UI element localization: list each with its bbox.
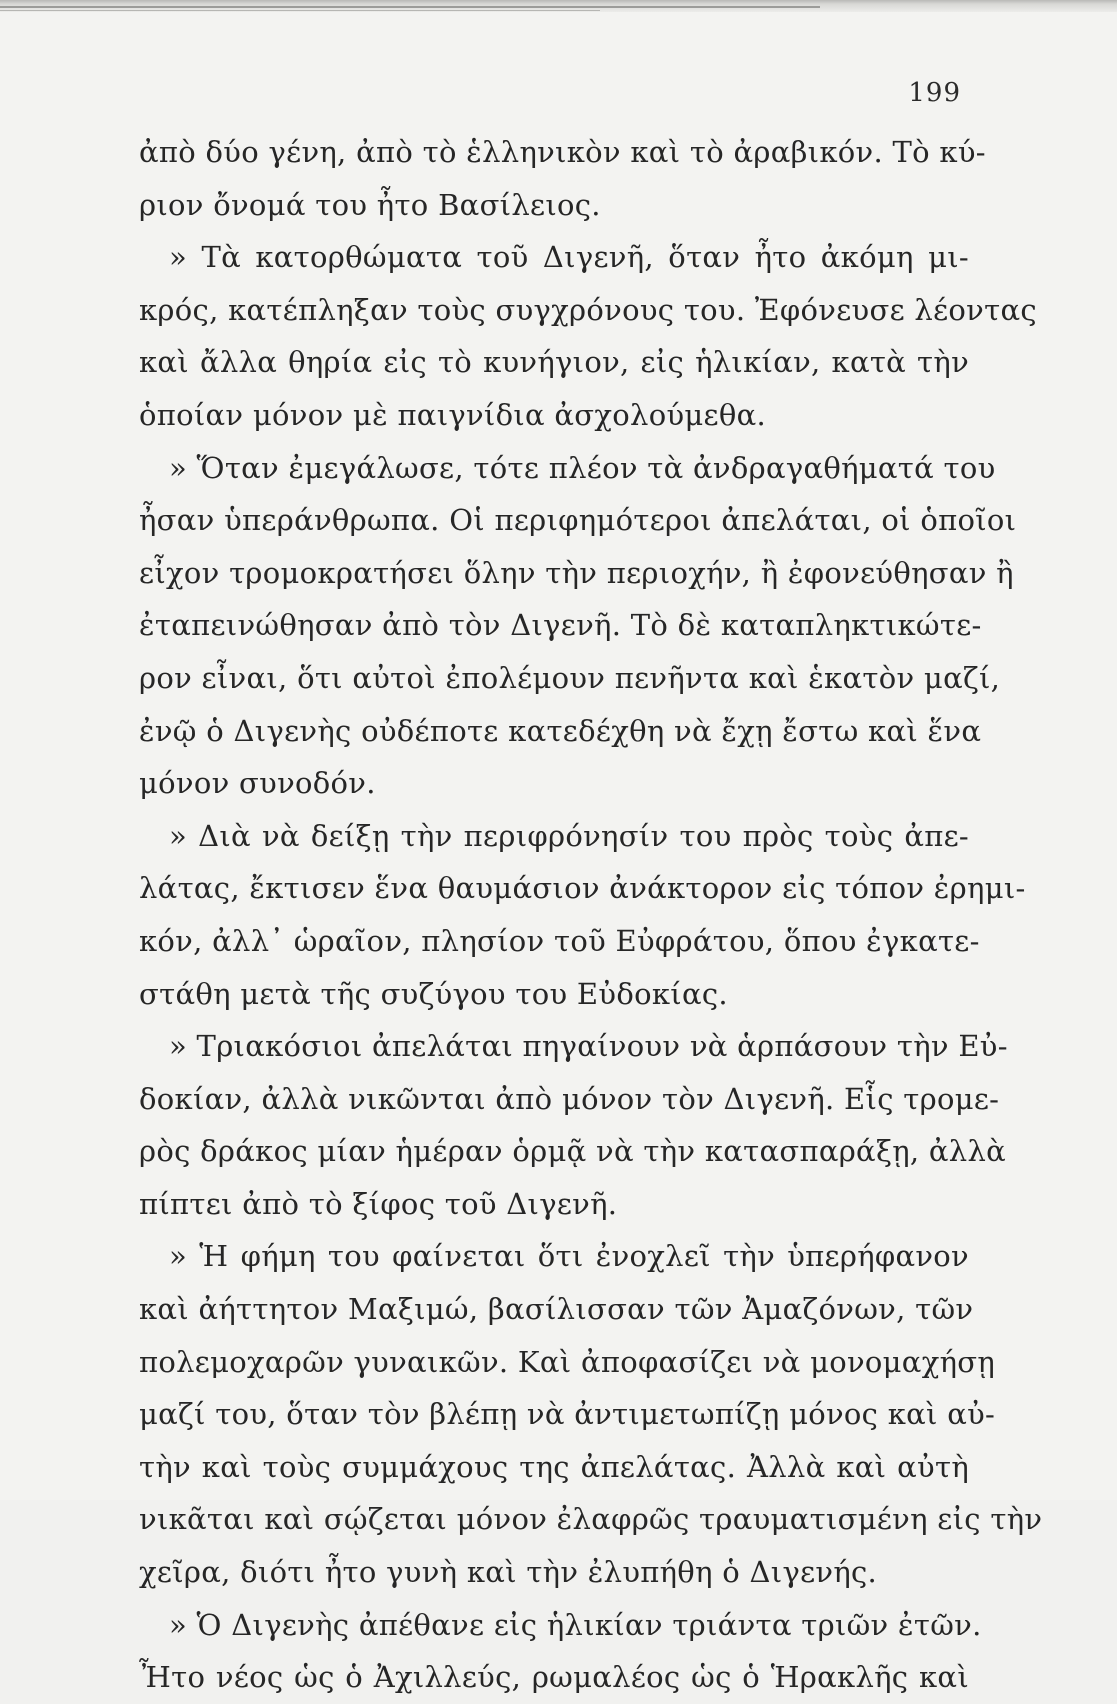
text-line: εἶχον τρομοκρατήσει ὅλην τὴν περιοχήν, ἢ ἐφονεύθησαν ἢ (139, 555, 1014, 590)
text-line: » Ὅταν ἐμεγάλωσε, τότε πλέον τὰ ἀνδραγαθήματά του (169, 450, 996, 485)
text-line: δοκίαν, ἀλλὰ νικῶνται ἀπὸ μόνον τὸν Διγενῆ. Εἷς τρομε- (139, 1081, 1000, 1116)
text-line: ὁποίαν μόνον μὲ παιγνίδια ἀσχολούμεθα. (139, 397, 767, 432)
text-line: ρὸς δράκος μίαν ἡμέραν ὁρμᾷ νὰ τὴν κατασπαράξῃ, ἀλλὰ (139, 1134, 1007, 1169)
body-text (139, 126, 1043, 1704)
text-line: ἦσαν ὑπεράνθρωπα. Οἱ περιφημότεροι ἀπελάται, οἱ ὁποῖοι (139, 503, 1017, 538)
text-line: » Τὰ κατορθώματα τοῦ Διγενῆ, ὅταν ἦτο ἀκόμη μι- (169, 240, 969, 275)
text-line: χεῖρα, διότι ἦτο γυνὴ καὶ τὴν ἐλυπήθη ὁ Διγενής. (139, 1555, 878, 1590)
text-line: κρός, κατέπληξαν τοὺς συγχρόνους του. Ἐφόνευσε λέοντας (139, 292, 1037, 327)
text-line: τὴν καὶ τοὺς συμμάχους της ἀπελάτας. Ἀλλὰ καὶ αὐτὴ (139, 1449, 969, 1484)
text-line: καὶ ἄλλα θηρία εἰς τὸ κυνήγιον, εἰς ἡλικίαν, κατὰ τὴν (139, 345, 969, 380)
text-line: μαζί του, ὅταν τὸν βλέπῃ νὰ ἀντιμετωπίζῃ μόνος καὶ αὐ- (139, 1397, 996, 1432)
text-line: στάθη μετὰ τῆς συζύγου του Εὐδοκίας. (139, 976, 728, 1011)
text-line: » Ὁ Διγενὴς ἀπέθανε εἰς ἡλικίαν τριάντα τριῶν ἐτῶν. (169, 1607, 982, 1642)
text-line: » Διὰ νὰ δείξῃ τὴν περιφρόνησίν του πρὸς τοὺς ἀπε- (169, 818, 969, 853)
text-line: καὶ ἀήττητον Μαξιμώ, βασίλισσαν τῶν Ἀμαζόνων, τῶν (139, 1292, 974, 1327)
text-line: λάτας, ἔκτισεν ἕνα θαυμάσιον ἀνάκτορον εἰς τόπον ἐρημι- (139, 871, 1026, 906)
text-line: » Ἡ φήμη του φαίνεται ὅτι ἐνοχλεῖ τὴν ὑπερήφανον (169, 1239, 969, 1274)
text-line: νικᾶται καὶ σῴζεται μόνον ἐλαφρῶς τραυματισμένη εἰς τὴν (139, 1502, 1043, 1537)
text-line: Ἦτο νέος ὡς ὁ Ἀχιλλεύς, ρωμαλέος ὡς ὁ Ἡρακλῆς καὶ (139, 1660, 969, 1695)
text-line: πίπτει ἀπὸ τὸ ξίφος τοῦ Διγενῆ. (139, 1186, 618, 1221)
text-line: μόνον συνοδόν. (139, 766, 376, 801)
text-line: ἐταπεινώθησαν ἀπὸ τὸν Διγενῆ. Τὸ δὲ καταπληκτικώτε- (139, 608, 982, 643)
text-line: ριον ὄνομά του ἦτο Βασίλειος. (139, 187, 601, 222)
text-line: κόν, ἀλλ᾽ ὡραῖον, πλησίον τοῦ Εὐφράτου, ὅπου ἐγκατε- (139, 923, 980, 958)
text-line: » Τριακόσιοι ἀπελάται πηγαίνουν νὰ ἁρπάσουν τὴν Εὐ- (169, 1029, 1008, 1064)
text-line: ἀπὸ δύο γένη, ἀπὸ τὸ ἑλληνικὸν καὶ τὸ ἀραβικόν. Τὸ κύ- (139, 135, 986, 169)
page-top-edge (0, 0, 1117, 12)
text-line: πολεμοχαρῶν γυναικῶν. Καὶ ἀποφασίζει νὰ μονομαχήσῃ (139, 1344, 996, 1379)
page-edge-line (0, 6, 820, 8)
text-line: ρον εἶναι, ὅτι αὐτοὶ ἐπολέμουν πενῆντα καὶ ἑκατὸν μαζί, (139, 660, 1001, 695)
text-line: ἐνῷ ὁ Διγενὴς οὐδέποτε κατεδέχθη νὰ ἔχῃ ἔστω καὶ ἕνα (139, 713, 982, 748)
page-number: 199 (908, 78, 961, 108)
page-edge-line-secondary (0, 10, 600, 11)
